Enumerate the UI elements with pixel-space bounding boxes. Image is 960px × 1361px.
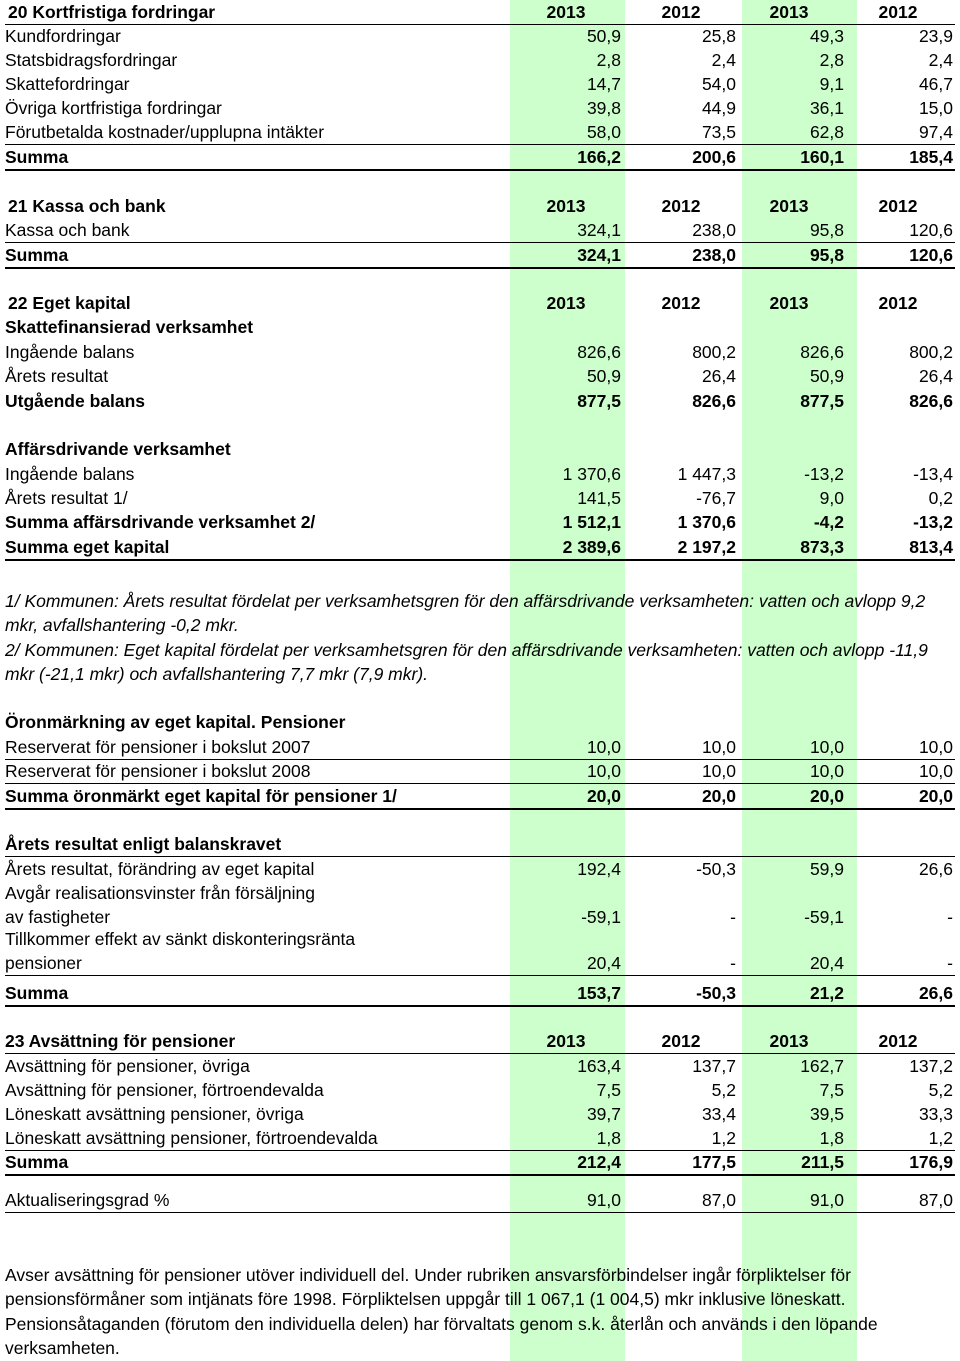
- cell: 95,8: [809, 245, 844, 265]
- cell: 20,4: [809, 953, 844, 973]
- cell: 39,5: [809, 1104, 844, 1124]
- cell: 877,5: [577, 391, 621, 411]
- sum-row: [5, 243, 955, 269]
- table-row: [5, 905, 955, 929]
- sum-row: [5, 784, 955, 810]
- row-label: Ingående balans: [5, 464, 135, 484]
- section-title: Årets resultat enligt balanskravet: [5, 834, 282, 854]
- cell: 153,7: [577, 983, 621, 1003]
- sum-row: [5, 981, 955, 1007]
- cell: -59,1: [581, 907, 621, 927]
- row-label: Summa: [5, 983, 69, 1003]
- cell: 44,9: [701, 98, 736, 118]
- table-row: [5, 120, 955, 145]
- s20-header: [5, 0, 955, 25]
- col-header: 2012: [878, 2, 918, 22]
- table-row: [5, 72, 955, 96]
- cell: 26,4: [701, 366, 736, 386]
- footer-paragraph-2: Pensionsåtaganden (förutom den individuella delen) har förvaltats genom s.k. återlån och används i den löpande verksamheten.: [5, 1314, 878, 1358]
- row-label: Löneskatt avsättning pensioner, övriga: [5, 1104, 304, 1124]
- table-row: [5, 927, 955, 951]
- cell: 23,9: [918, 26, 953, 46]
- cell: 324,1: [577, 220, 621, 240]
- cell: 2 389,6: [562, 537, 621, 557]
- cell: 26,4: [918, 366, 953, 386]
- subheading: Skattefinansierad verksamhet: [5, 317, 254, 337]
- cell: 877,5: [800, 391, 844, 411]
- cell: 10,0: [918, 737, 953, 757]
- cell: 36,1: [809, 98, 844, 118]
- cell: -13,4: [913, 464, 953, 484]
- cell: -50,3: [696, 983, 736, 1003]
- sum-row: [5, 535, 955, 561]
- cell: 2,4: [711, 50, 736, 70]
- row-label: Summa öronmärkt eget kapital för pensioner 1/: [5, 786, 397, 806]
- row-label: Årets resultat: [5, 366, 109, 386]
- col-header: 2012: [661, 293, 701, 313]
- cell: 49,3: [809, 26, 844, 46]
- cell: 10,0: [918, 761, 953, 781]
- col-header: 2013: [769, 196, 809, 216]
- col-header: 2013: [546, 293, 586, 313]
- table-row: [5, 881, 955, 905]
- subheading-row: [5, 315, 955, 339]
- cell: 163,4: [577, 1056, 621, 1076]
- cell: 97,4: [918, 122, 953, 142]
- cell: 1 447,3: [677, 464, 736, 484]
- cell: 10,0: [586, 737, 621, 757]
- cell: 10,0: [701, 737, 736, 757]
- cell: 200,6: [692, 147, 736, 167]
- cell: 1,8: [819, 1128, 844, 1148]
- col-header: 2012: [661, 1031, 701, 1051]
- balans-title-row: [5, 832, 955, 857]
- cell: 62,8: [809, 122, 844, 142]
- table-row: [5, 1054, 955, 1078]
- cell: 10,0: [809, 761, 844, 781]
- row-label: Utgående balans: [5, 391, 146, 411]
- row-label: Kassa och bank: [5, 220, 130, 240]
- cell: 87,0: [701, 1190, 736, 1210]
- cell: 26,6: [918, 983, 953, 1003]
- cell: -4,2: [813, 512, 844, 532]
- row-label: Ingående balans: [5, 342, 135, 362]
- col-header: 2013: [546, 1031, 586, 1051]
- footnote-2: 2/ Kommunen: Eget kapital fördelat per verksamhetsgren för den affärsdrivande verksamheten: vatten och avlopp -11,9 mkr (-21,1 mkr) och avfallshantering 7,7 mkr (7,9 mkr).: [5, 640, 928, 684]
- cell: 50,9: [586, 26, 621, 46]
- col-header: 2013: [769, 1031, 809, 1051]
- s22-header: [5, 291, 955, 315]
- row-label: Tillkommer effekt av sänkt diskonteringsränta: [5, 929, 356, 949]
- cell: 20,0: [586, 786, 621, 806]
- table-row: [5, 735, 955, 760]
- table-row: [5, 1126, 955, 1151]
- cell: 20,4: [586, 953, 621, 973]
- table-row: [5, 1102, 955, 1126]
- sum-row: [5, 510, 955, 534]
- cell: 1 512,1: [562, 512, 621, 532]
- cell: 91,0: [586, 1190, 621, 1210]
- cell: -: [947, 907, 953, 927]
- row-label: Övriga kortfristiga fordringar: [5, 98, 222, 118]
- cell: 137,7: [692, 1056, 736, 1076]
- cell: 120,6: [909, 245, 953, 265]
- cell: 141,5: [577, 488, 621, 508]
- cell: 10,0: [809, 737, 844, 757]
- cell: 58,0: [586, 122, 621, 142]
- sum-row: [5, 389, 955, 413]
- cell: 324,1: [577, 245, 621, 265]
- cell: -13,2: [804, 464, 844, 484]
- cell: 5,2: [711, 1080, 736, 1100]
- row-label: Aktualiseringsgrad %: [5, 1190, 170, 1210]
- table-row: [5, 1188, 955, 1213]
- cell: 73,5: [701, 122, 736, 142]
- row-label: Statsbidragsfordringar: [5, 50, 178, 70]
- cell: 59,9: [809, 859, 844, 879]
- table-row: [5, 340, 955, 364]
- cell: 50,9: [586, 366, 621, 386]
- cell: 2,8: [819, 50, 844, 70]
- cell: 33,3: [918, 1104, 953, 1124]
- cell: 162,7: [800, 1056, 844, 1076]
- col-header: 2012: [661, 2, 701, 22]
- cell: 1 370,6: [562, 464, 621, 484]
- s21-title: 21 Kassa och bank: [8, 196, 166, 216]
- col-header: 2012: [661, 196, 701, 216]
- cell: 25,8: [701, 26, 736, 46]
- cell: 39,7: [586, 1104, 621, 1124]
- row-label: pensioner: [5, 953, 82, 973]
- cell: 238,0: [692, 245, 736, 265]
- col-header: 2012: [878, 1031, 918, 1051]
- cell: 21,2: [809, 983, 844, 1003]
- cell: 87,0: [918, 1190, 953, 1210]
- cell: -59,1: [804, 907, 844, 927]
- cell: 7,5: [596, 1080, 621, 1100]
- row-label: Årets resultat 1/: [5, 488, 128, 508]
- cell: -: [947, 953, 953, 973]
- cell: 800,2: [909, 342, 953, 362]
- col-header: 2013: [546, 196, 586, 216]
- row-label: Avsättning för pensioner, förtroendevalda: [5, 1080, 324, 1100]
- s22-title: 22 Eget kapital: [8, 293, 131, 313]
- footnote-1: 1/ Kommunen: Årets resultat fördelat per verksamhetsgren för den affärsdrivande verksamheten: vatten och avlopp 9,2 mkr, avfallshantering -0,2 mkr.: [5, 591, 926, 635]
- row-label: Reserverat för pensioner i bokslut 2008: [5, 761, 311, 781]
- row-label: Skattefordringar: [5, 74, 130, 94]
- cell: 10,0: [586, 761, 621, 781]
- cell: 20,0: [701, 786, 736, 806]
- s23-title: 23 Avsättning för pensioner: [5, 1031, 236, 1051]
- cell: 873,3: [800, 537, 844, 557]
- cell: 826,6: [800, 342, 844, 362]
- cell: 800,2: [692, 342, 736, 362]
- row-label: Avgår realisationsvinster från försäljning: [5, 883, 315, 903]
- cell: 2,8: [596, 50, 621, 70]
- row-label: av fastigheter: [5, 907, 111, 927]
- row-label: Summa eget kapital: [5, 537, 170, 557]
- cell: -13,2: [913, 512, 953, 532]
- row-label: Summa: [5, 147, 69, 167]
- cell: -76,7: [696, 488, 736, 508]
- table-row: [5, 24, 955, 48]
- row-label: Förutbetalda kostnader/upplupna intäkter: [5, 122, 325, 142]
- table-row: [5, 218, 955, 243]
- subheading: Affärsdrivande verksamhet: [5, 439, 231, 459]
- cell: 2 197,2: [677, 537, 736, 557]
- row-label: Summa: [5, 245, 69, 265]
- cell: 166,2: [577, 147, 621, 167]
- col-header: 2012: [878, 196, 918, 216]
- cell: 15,0: [918, 98, 953, 118]
- cell: 91,0: [809, 1190, 844, 1210]
- table-row: [5, 364, 955, 388]
- cell: 2,4: [928, 50, 953, 70]
- cell: 39,8: [586, 98, 621, 118]
- cell: 20,0: [918, 786, 953, 806]
- row-label: Summa: [5, 1152, 69, 1172]
- sum-row: [5, 1150, 955, 1176]
- table-row: [5, 462, 955, 486]
- table-row: [5, 96, 955, 120]
- row-label: Kundfordringar: [5, 26, 121, 46]
- s20-title: 20 Kortfristiga fordringar: [8, 2, 216, 22]
- cell: 54,0: [701, 74, 736, 94]
- cell: 5,2: [928, 1080, 953, 1100]
- row-label: Årets resultat, förändring av eget kapital: [5, 859, 315, 879]
- col-header: 2012: [878, 293, 918, 313]
- cell: 95,8: [809, 220, 844, 240]
- cell: 46,7: [918, 74, 953, 94]
- cell: 211,5: [801, 1152, 844, 1172]
- table-row: [5, 857, 955, 881]
- cell: 10,0: [701, 761, 736, 781]
- cell: 33,4: [701, 1104, 736, 1124]
- cell: 826,6: [577, 342, 621, 362]
- cell: 9,1: [819, 74, 844, 94]
- cell: 238,0: [692, 220, 736, 240]
- cell: 120,6: [909, 220, 953, 240]
- cell: 212,4: [577, 1152, 621, 1172]
- cell: 0,2: [928, 488, 953, 508]
- table-row: [5, 951, 955, 976]
- table-row: [5, 48, 955, 72]
- cell: 7,5: [819, 1080, 844, 1100]
- table-row: [5, 486, 955, 510]
- s21-header: [5, 194, 955, 218]
- row-label: Avsättning för pensioner, övriga: [5, 1056, 250, 1076]
- cell: 26,6: [918, 859, 953, 879]
- cell: 177,5: [692, 1152, 736, 1172]
- cell: 1,8: [596, 1128, 621, 1148]
- cell: 176,9: [909, 1152, 953, 1172]
- cell: 14,7: [586, 74, 621, 94]
- oron-title-row: [5, 710, 955, 734]
- cell: 813,4: [909, 537, 953, 557]
- cell: 9,0: [819, 488, 844, 508]
- table-row: [5, 1078, 955, 1102]
- sum-row: [5, 145, 955, 171]
- cell: -: [730, 907, 736, 927]
- col-header: 2013: [769, 2, 809, 22]
- s23-header: [5, 1029, 955, 1054]
- row-label: Löneskatt avsättning pensioner, förtroendevalda: [5, 1128, 378, 1148]
- table-row: [5, 759, 955, 784]
- col-header: 2013: [546, 2, 586, 22]
- section-title: Öronmärkning av eget kapital. Pensioner: [5, 712, 346, 732]
- cell: 1,2: [711, 1128, 736, 1148]
- footer-paragraph-1: Avser avsättning för pensioner utöver individuell del. Under rubriken ansvarsförbindelser ingår förpliktelser för pensionsförmåner som intjänats före 1998. Förpliktelsen uppgår till 1 067,1 (1 004,5) mkr inklusive löneskatt.: [5, 1265, 851, 1309]
- cell: 160,1: [800, 147, 844, 167]
- cell: 1,2: [928, 1128, 953, 1148]
- row-label: Reserverat för pensioner i bokslut 2007: [5, 737, 311, 757]
- col-header: 2013: [769, 293, 809, 313]
- cell: 826,6: [909, 391, 953, 411]
- cell: 826,6: [692, 391, 736, 411]
- row-label: Summa affärsdrivande verksamhet 2/: [5, 512, 316, 532]
- cell: 20,0: [809, 786, 844, 806]
- cell: -: [730, 953, 736, 973]
- cell: 185,4: [909, 147, 953, 167]
- subheading-row: [5, 437, 955, 461]
- cell: 50,9: [809, 366, 844, 386]
- cell: -50,3: [696, 859, 736, 879]
- cell: 1 370,6: [677, 512, 736, 532]
- cell: 192,4: [577, 859, 621, 879]
- cell: 137,2: [909, 1056, 953, 1076]
